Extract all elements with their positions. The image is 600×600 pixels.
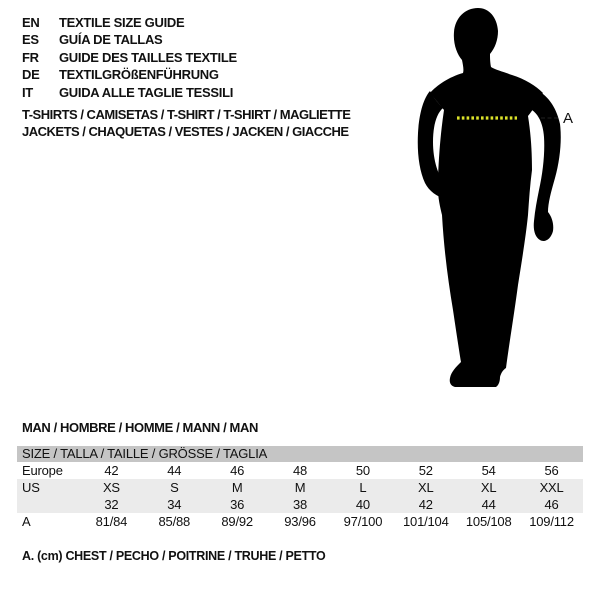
size-cell: 85/88 <box>158 514 191 529</box>
language-label: GUÍA DE TALLAS <box>59 32 163 48</box>
size-cell: L <box>359 480 367 495</box>
row-label: A <box>22 514 31 529</box>
language-label: TEXTILE SIZE GUIDE <box>59 15 185 30</box>
language-code: EN <box>22 15 40 30</box>
language-code: ES <box>22 32 39 48</box>
language-label: GUIDE DES TAILLES TEXTILE <box>59 49 237 65</box>
size-cell: 101/104 <box>403 514 449 529</box>
size-cell: 93/96 <box>284 514 316 529</box>
section-title-man: MAN / HOMBRE / HOMME / MANN / MAN <box>22 420 258 435</box>
size-cell: 48 <box>293 463 308 478</box>
language-row <box>22 66 237 83</box>
row-label <box>17 496 80 513</box>
language-list <box>22 14 237 101</box>
category-line-tshirts: T-SHIRTS / CAMISETAS / T-SHIRT / T-SHIRT / MAGLIETTE <box>22 107 351 122</box>
size-cell: 36 <box>230 497 245 512</box>
table-row-us-numeric <box>17 496 583 513</box>
size-table <box>17 446 583 530</box>
size-cell: XL <box>480 480 497 495</box>
size-cell: 44 <box>167 463 182 478</box>
size-cell: 109/112 <box>529 514 574 529</box>
size-cell: 40 <box>355 497 370 512</box>
size-cell: XS <box>102 480 120 495</box>
size-cell: XL <box>418 480 434 495</box>
language-row <box>22 49 237 66</box>
size-cell: M <box>231 480 243 495</box>
table-row-europe <box>17 462 583 479</box>
row-label: Europe <box>22 463 63 478</box>
size-cell: 89/92 <box>221 514 253 529</box>
table-row-chest-a <box>17 513 583 530</box>
row-label: US <box>22 480 40 495</box>
measurement-label-a: A <box>563 110 574 127</box>
language-row <box>22 84 237 101</box>
size-cell: 46 <box>230 463 245 478</box>
language-code: FR <box>22 49 39 65</box>
language-code: DE <box>22 67 40 83</box>
size-cell: 42 <box>104 463 119 478</box>
size-cell: 56 <box>544 463 559 478</box>
table-row-us <box>17 479 583 496</box>
man-silhouette-figure <box>390 0 600 400</box>
size-cell: 81/84 <box>95 514 128 529</box>
size-cell: 32 <box>104 497 119 512</box>
size-cell: 38 <box>293 497 308 512</box>
measurement-footnote: A. (cm) CHEST / PECHO / POITRINE / TRUHE / PETTO <box>22 549 326 563</box>
size-cell: 52 <box>418 463 433 478</box>
language-code: IT <box>22 84 33 100</box>
size-cell: 97/100 <box>343 514 383 529</box>
size-cell: 46 <box>544 497 559 512</box>
category-line-jackets: JACKETS / CHAQUETAS / VESTES / JACKEN / GIACCHE <box>22 124 349 140</box>
size-cell: S <box>170 480 179 495</box>
language-label: TEXTILGRÖßENFÜHRUNG <box>59 67 219 83</box>
man-silhouette-right-arm <box>532 92 561 241</box>
size-cell: 44 <box>481 497 496 512</box>
language-row <box>22 31 237 48</box>
language-label: GUIDA ALLE TAGLIE TESSILI <box>59 84 234 100</box>
size-cell: M <box>294 480 306 495</box>
size-cell: 50 <box>355 463 370 478</box>
language-row <box>22 14 237 31</box>
size-cell: 42 <box>418 497 433 512</box>
size-cell: 54 <box>481 463 496 478</box>
garment-categories <box>22 106 350 141</box>
size-cell: 105/108 <box>465 514 512 529</box>
size-cell: 34 <box>167 497 182 512</box>
size-table-header: SIZE / TALLA / TAILLE / GRÖSSE / TAGLIA <box>17 446 583 462</box>
size-cell: XXL <box>539 480 564 495</box>
